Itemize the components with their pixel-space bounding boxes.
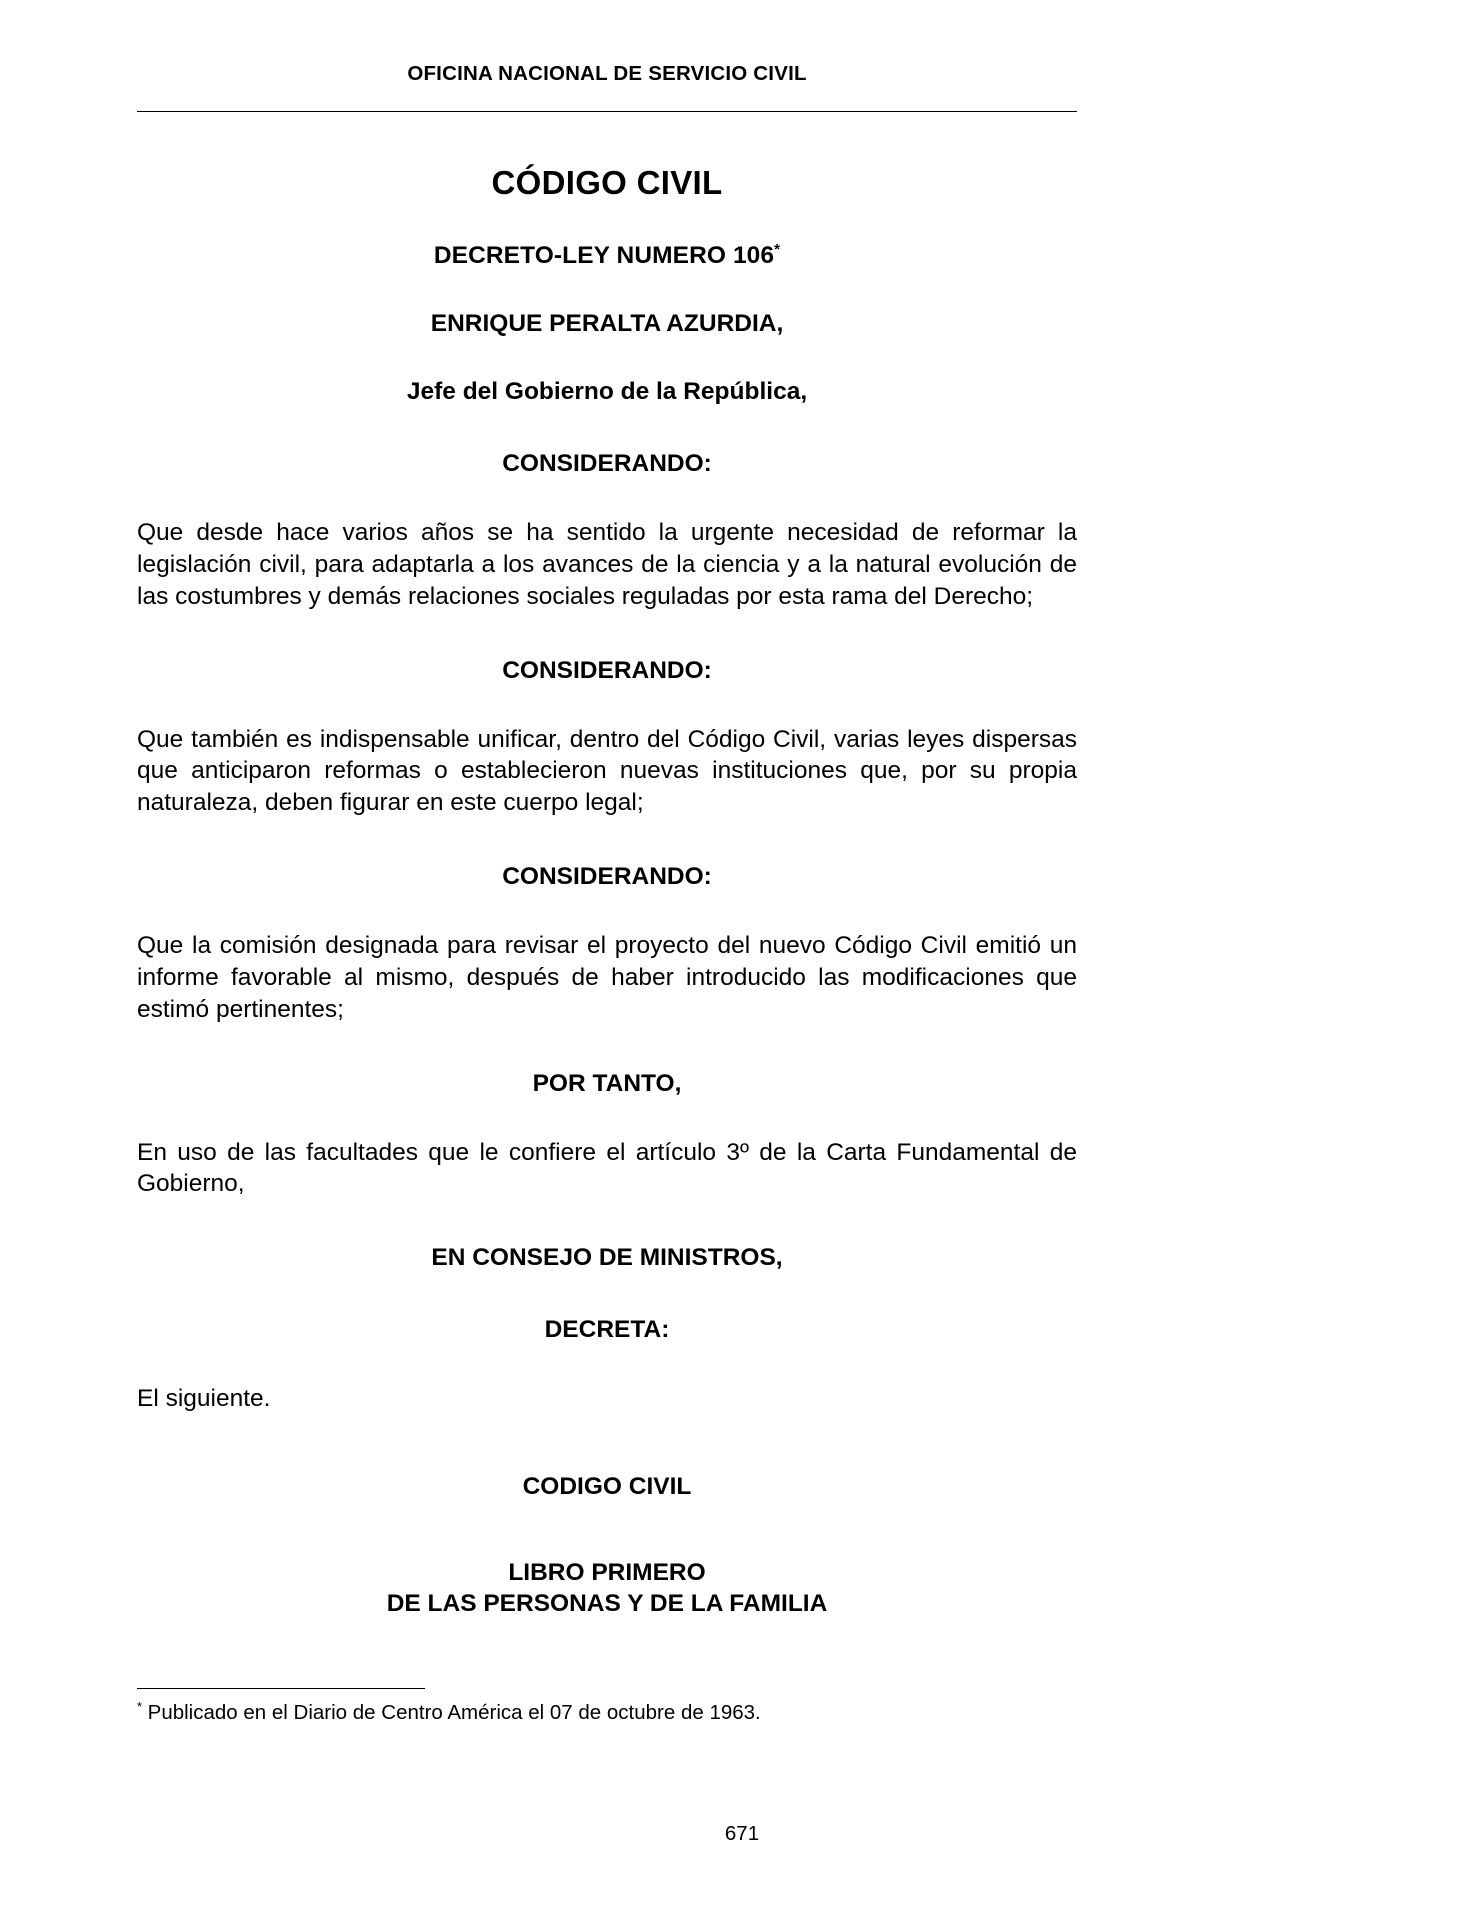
heading-por-tanto: POR TANTO,: [532, 1069, 682, 1097]
heading-codigo-civil: CODIGO CIVIL: [522, 1473, 692, 1501]
paragraph-el-siguiente: El siguiente.: [137, 1385, 271, 1413]
paragraph-por-tanto: En uso de las facultades que le confiere el artículo 3º de la Carta Fundamental de Gobierno,: [137, 1138, 1077, 1198]
paragraph-considerando-1: Que desde hace varios años se ha sentido la urgente necesidad de reformar la legislación civil, para adaptarla a los avances de la ciencia y a la natural evolución de las costumbres y demás relaciones sociales reguladas por esta rama del Derecho;: [137, 519, 1077, 610]
libro-primero-block: [137, 1557, 1077, 1620]
decree-number-text: DECRETO-LEY NUMERO 106: [433, 242, 775, 269]
page-number: 671: [724, 1822, 760, 1845]
footnote-text: Publicado en el Diario de Centro América el 07 de octubre de 1963.: [141, 1701, 761, 1724]
author-title: Jefe del Gobierno de la República,: [406, 378, 808, 405]
header-divider: [137, 111, 1077, 112]
heading-considerando-3: CONSIDERANDO:: [502, 863, 712, 891]
heading-libro-primero: LIBRO PRIMERO: [508, 1559, 706, 1587]
heading-decreta: DECRETA:: [544, 1316, 670, 1344]
footnote: [137, 1700, 1077, 1727]
decree-number-line: [137, 242, 1077, 270]
footnote-asterisk-icon: *: [137, 1699, 142, 1715]
heading-libro-subtitle: DE LAS PERSONAS Y DE LA FAMILIA: [386, 1590, 828, 1618]
heading-considerando-2: CONSIDERANDO:: [502, 656, 712, 684]
paragraph-considerando-3: Que la comisión designada para revisar el proyecto del nuevo Código Civil emitió un informe favorable al mismo, después de haber introducido las modificaciones que estimó pertinentes;: [137, 932, 1077, 1023]
author-name: ENRIQUE PERALTA AZURDIA,: [430, 310, 784, 337]
footnote-area: [137, 1688, 1077, 1727]
heading-en-consejo-de-ministros: EN CONSEJO DE MINISTROS,: [431, 1244, 783, 1272]
footnote-divider: [137, 1688, 425, 1689]
running-header: OFICINA NACIONAL DE SERVICIO CIVIL: [407, 62, 807, 85]
footnote-marker-icon: *: [774, 240, 781, 258]
page-title: CÓDIGO CIVIL: [491, 164, 723, 201]
page-content: [137, 0, 1077, 1620]
paragraph-considerando-2: Que también es indispensable unificar, dentro del Código Civil, varias leyes dispersas que anticiparon reformas o establecieron nuevas instituciones que, por su propia naturaleza, deben figurar en este cuerpo legal;: [137, 725, 1077, 817]
heading-considerando-1: CONSIDERANDO:: [502, 450, 712, 477]
